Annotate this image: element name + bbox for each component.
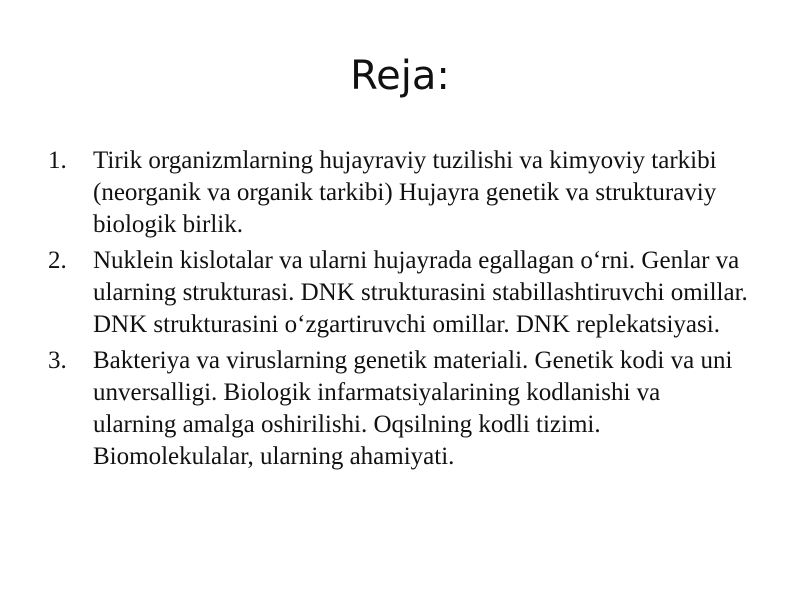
list-item-number: 1.	[48, 147, 67, 174]
list-item-1	[48, 145, 748, 241]
list-item-text: Nuklein kislotalar va ularni hujayrada egallagan oʻrni. Genlar va ularning strukturasi. DNK strukturasini stabillashtiruvchi omillar. DNK strukturasini oʻzgartiruvchi omillar. DNK replekatsiyasi.	[93, 247, 748, 338]
list-item-number: 3.	[48, 347, 67, 374]
slide-title: Reja:	[350, 53, 450, 99]
list-item-2	[48, 245, 748, 341]
plan-list	[48, 145, 748, 477]
list-item-number: 2.	[48, 247, 67, 274]
list-item-text: Bakteriya va viruslarning genetik materiali. Genetik kodi va uni unversalligi. Biologik infarmatsiyalarining kodlanishi va ularning amalga oshirilishi. Oqsilning kodli tizimi. Biomolekulalar, ularning ahamiyati.	[93, 347, 733, 470]
list-item-text: Tirik organizmlarning hujayraviy tuzilishi va kimyoviy tarkibi (neorganik va organik tarkibi) Hujayra genetik va strukturaviy biologik birlik.	[93, 147, 717, 238]
list-item-3	[48, 345, 748, 473]
